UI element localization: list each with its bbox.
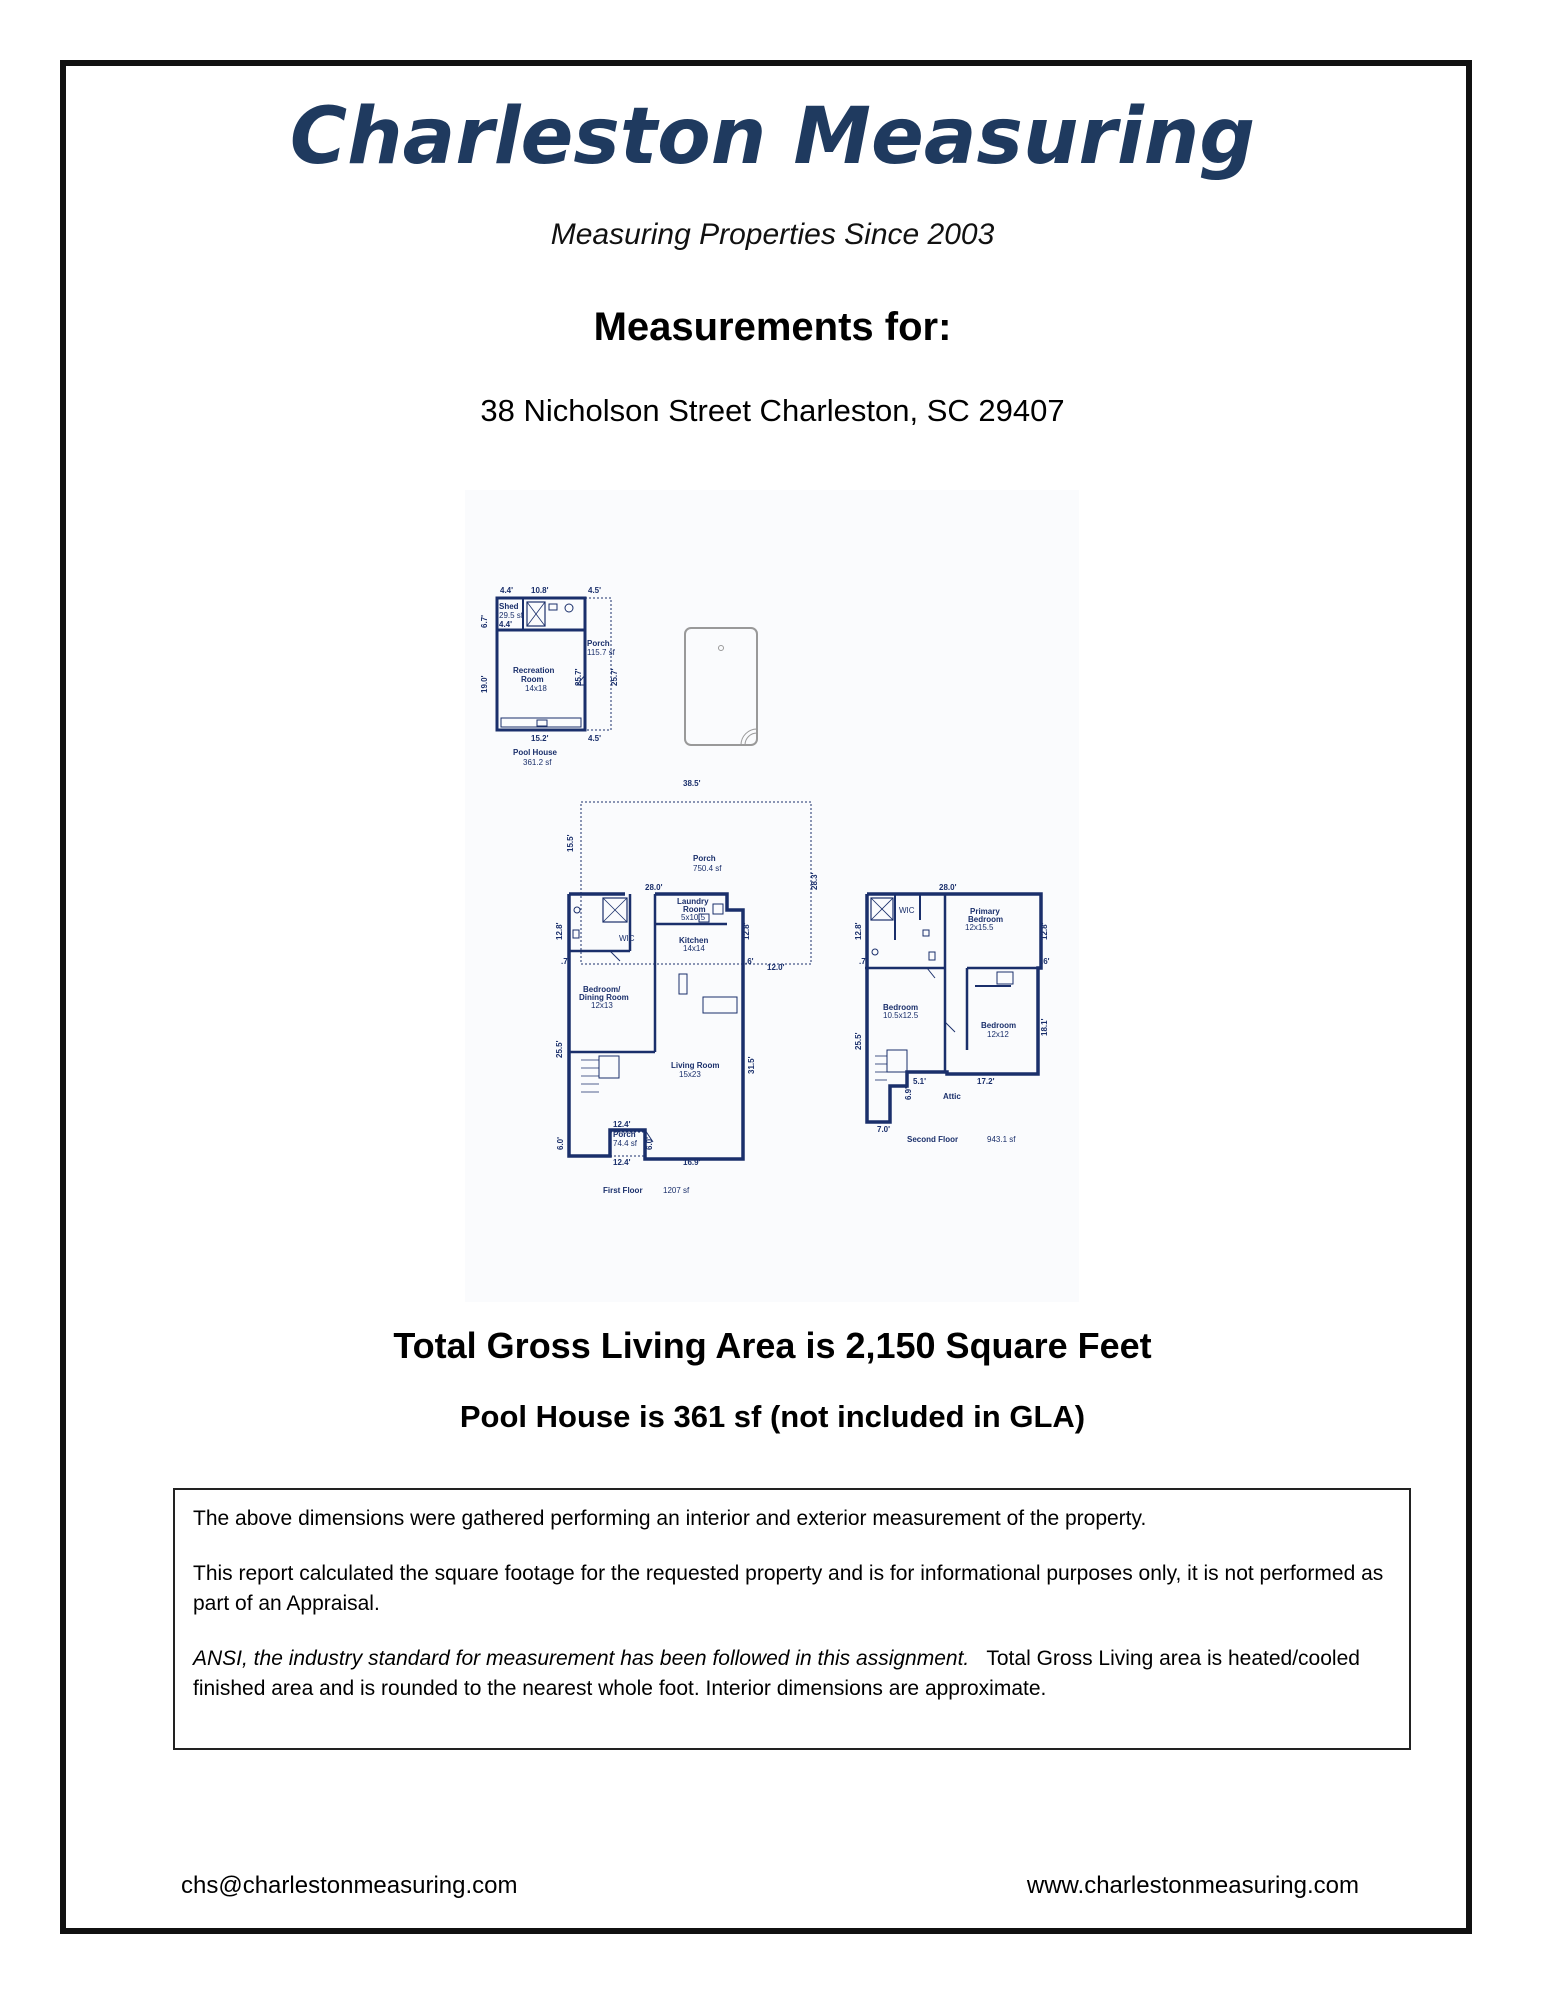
sf-dim-7: 5.1'	[913, 1077, 927, 1086]
ph-porch-label: Porch	[587, 639, 610, 648]
sf-dim-8: 6.9'	[904, 1086, 913, 1100]
sf-bedroom-2-size: 12x12	[987, 1030, 1009, 1039]
ff-dim-10: 6.0'	[645, 1136, 654, 1150]
sf-wic: WIC	[899, 906, 915, 915]
front-porch-area: 74.4 sf	[613, 1139, 638, 1148]
laundry-label: Laundry	[677, 897, 709, 906]
ph-porch-area: 115.7 sf	[587, 648, 615, 657]
sf-dim-10: 7.0'	[877, 1125, 891, 1134]
laundry-label-2: Room	[683, 905, 706, 914]
ph-dim-5: 4.4'	[499, 620, 513, 629]
sf-dim-6: 18.1'	[1040, 1018, 1049, 1036]
first-floor-title: First Floor	[603, 1186, 643, 1195]
sf-dim-2: 12.8'	[1040, 922, 1049, 940]
sf-dim-9: 17.2'	[977, 1077, 995, 1086]
tagline: Measuring Properties Since 2003	[550, 218, 995, 251]
ph-dim-4: 6.7'	[480, 614, 489, 628]
footer-email: chs@charlestonmeasuring.com	[181, 1872, 518, 1899]
ff-dim-1: 12.8'	[555, 922, 564, 940]
ff-width-top: 28.0'	[645, 883, 663, 892]
porch-width: 38.5'	[683, 779, 701, 788]
pool-house-porch-outline	[585, 598, 611, 730]
rec-room-label-2: Room	[521, 675, 544, 684]
ff-wic: WIC	[619, 934, 635, 943]
gla-definition: Total Gross Living area is heated/cooled finished area and is rounded to the nearest whole foot. Interior dimensions are approximate.	[193, 1647, 1360, 1700]
ansi-statement: ANSI, the industry standard for measurement has been followed in this assignment.	[193, 1647, 970, 1670]
kitchen-size: 14x14	[683, 944, 705, 953]
floor-plan	[465, 490, 1079, 1302]
ff-dim-5: 12.0'	[767, 963, 785, 972]
ff-dim-7: 31.5'	[747, 1056, 756, 1074]
ff-dim-9: 6.0'	[556, 1136, 565, 1150]
second-floor-area: 943.1 sf	[987, 1135, 1016, 1144]
ff-bedroom-label: Bedroom/	[583, 985, 621, 994]
front-porch-label: Porch	[613, 1130, 636, 1139]
ff-dim-8: 12.4'	[613, 1120, 631, 1129]
primary-bedroom-label: Primary	[970, 907, 1000, 916]
ph-dim-1: 4.4'	[500, 586, 514, 595]
sf-dim-5: 25.5'	[854, 1032, 863, 1050]
ff-dim-11: 12.4'	[613, 1158, 631, 1167]
porch-height: 15.5'	[566, 834, 575, 852]
laundry-size: 5x10.5	[681, 913, 706, 922]
shed-label: Shed	[499, 602, 519, 611]
kitchen-label: Kitchen	[679, 936, 709, 945]
second-floor-labels	[854, 883, 1050, 1144]
sf-dim-1: 12.8'	[854, 922, 863, 940]
ph-dim-8: 4.5'	[588, 734, 602, 743]
pool	[685, 628, 757, 745]
ph-dim-7: 15.2'	[531, 734, 549, 743]
ff-dim-6: 25.5'	[555, 1040, 564, 1058]
footer-website: www.charlestonmeasuring.com	[1026, 1872, 1359, 1899]
shed-area: 29.5 sf	[499, 611, 524, 620]
attic-label: Attic	[943, 1092, 961, 1101]
ff-bedroom-label-2: Dining Room	[579, 993, 629, 1002]
ff-dim-4: .6'	[745, 957, 754, 966]
porch-side: 28.3'	[810, 872, 819, 890]
pool-house-area: 361.2 sf	[523, 758, 552, 767]
sf-dim-4: .6'	[1041, 957, 1050, 966]
sf-dim-3: .7'	[859, 957, 868, 966]
ph-dim-6: 19.0'	[480, 675, 489, 693]
rec-room-label: Recreation	[513, 666, 555, 675]
sf-bedroom-1-label: Bedroom	[883, 1003, 919, 1012]
primary-bedroom-label-2: Bedroom	[968, 915, 1004, 924]
back-porch-area: 750.4 sf	[693, 864, 722, 873]
primary-bedroom-size: 12x15.5	[965, 923, 994, 932]
ph-dim-9: 25.7'	[574, 668, 583, 686]
total-gla: Total Gross Living Area is 2,150 Square Feet	[393, 1325, 1152, 1366]
pool-house-note: Pool House is 361 sf (not included in GLA)	[459, 1399, 1086, 1434]
first-floor-area: 1207 sf	[663, 1186, 690, 1195]
ff-dim-2: 12.8'	[742, 922, 751, 940]
pool-house-labels	[480, 586, 619, 767]
disclaimer-para-3	[193, 1644, 1391, 1704]
sf-bedroom-1-size: 10.5x12.5	[883, 1011, 919, 1020]
second-floor-title: Second Floor	[907, 1135, 959, 1144]
ph-dim-3: 4.5'	[588, 586, 602, 595]
living-room-label: Living Room	[671, 1061, 720, 1070]
measurements-heading: Measurements for:	[593, 305, 952, 349]
sf-width-top: 28.0'	[939, 883, 957, 892]
ff-dim-3: .7'	[561, 957, 570, 966]
pool-house-title: Pool House	[513, 748, 558, 757]
disclaimer-box	[173, 1488, 1411, 1750]
ff-bedroom-size: 12x13	[591, 1001, 613, 1010]
company-name: Charleston Measuring	[289, 92, 1256, 182]
rec-room-size: 14x18	[525, 684, 547, 693]
back-porch-label: Porch	[693, 854, 716, 863]
sf-bedroom-2-label: Bedroom	[981, 1021, 1017, 1030]
living-room-size: 15x23	[679, 1070, 701, 1079]
ph-dim-2: 10.8'	[531, 586, 549, 595]
floor-plan-drawing	[465, 490, 1079, 1302]
disclaimer-para-1: The above dimensions were gathered performing an interior and exterior measurement of the property.	[193, 1507, 1147, 1530]
first-floor	[569, 802, 811, 1159]
property-address: 38 Nicholson Street Charleston, SC 29407	[480, 393, 1065, 428]
ph-dim-10: 25.7'	[610, 668, 619, 686]
disclaimer-para-2: This report calculated the square footage for the requested property and is for informational purposes only, it is not performed as part of an Appraisal.	[193, 1562, 1384, 1615]
ff-dim-12: 16.9'	[683, 1158, 701, 1167]
